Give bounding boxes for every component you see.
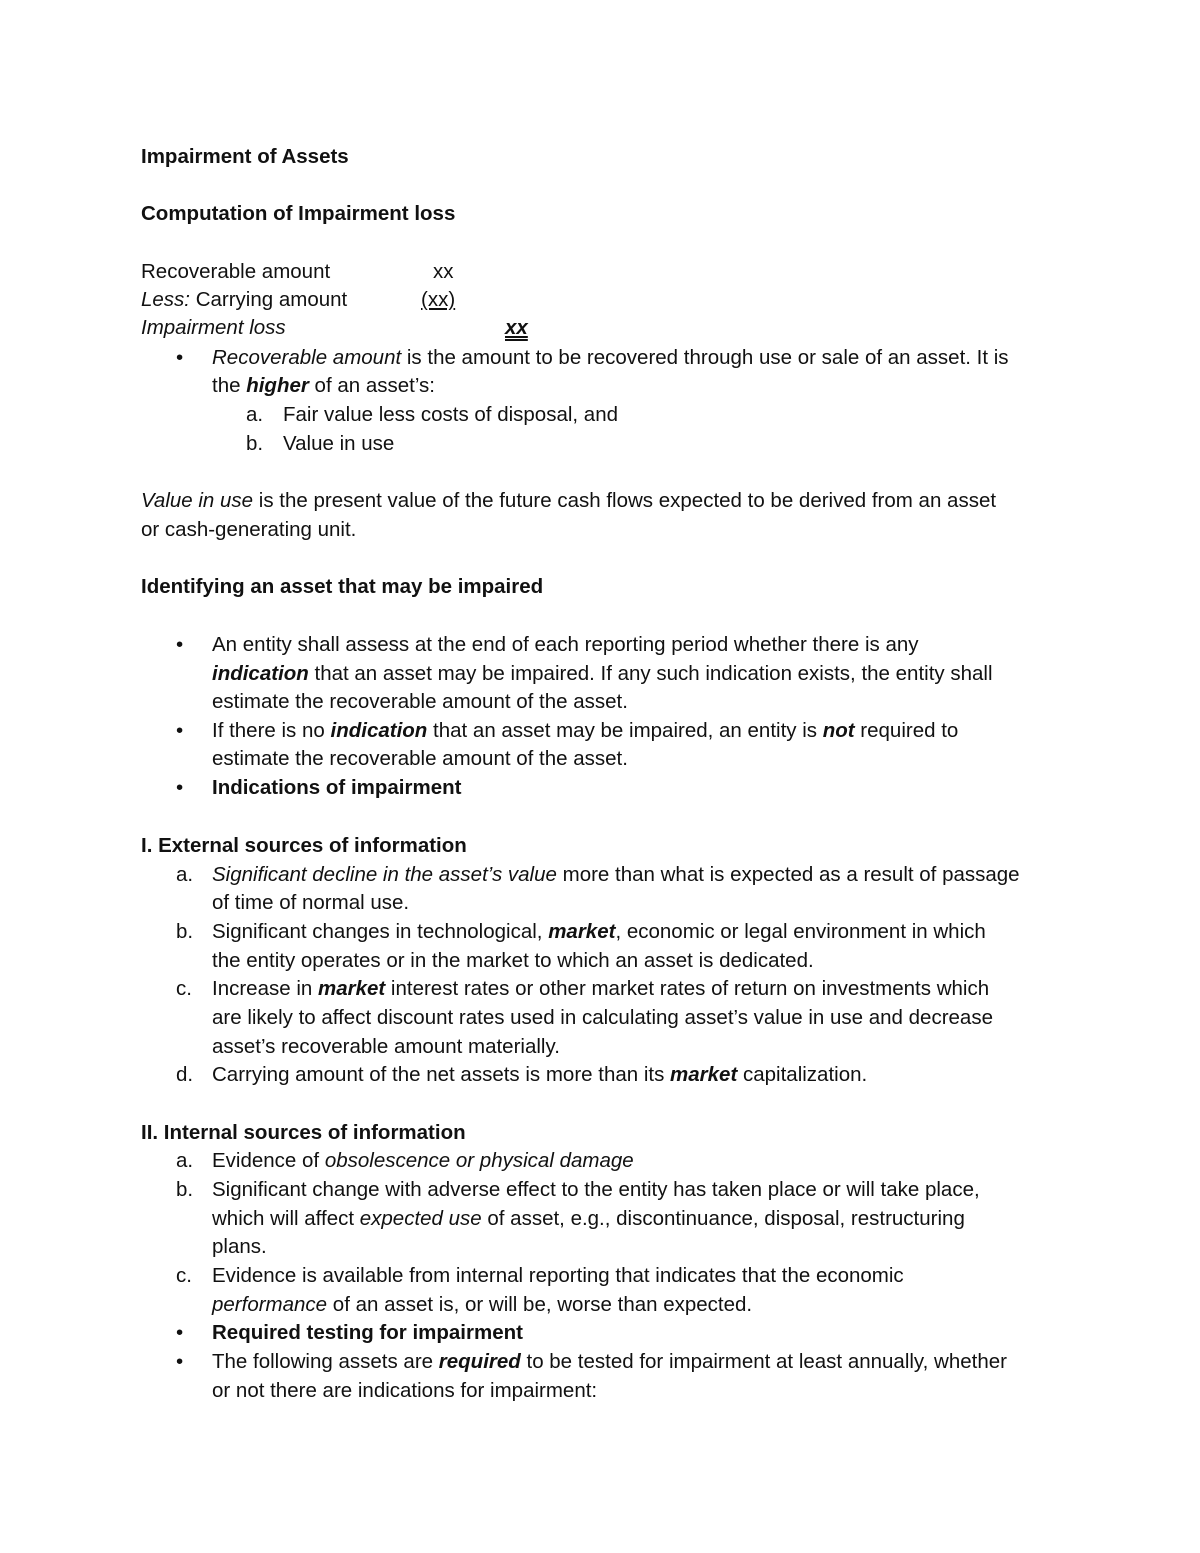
external-item-a-line-2: of time of normal use. [212, 891, 410, 914]
identifying-bullet-2-line-1: If there is no indication that an asset may be impaired, an entity is not required to [212, 719, 959, 742]
required-testing-line-2: or not there are indications for impairment: [212, 1379, 598, 1402]
indication-emphasis: indication [330, 719, 428, 742]
bullet-marker: • [176, 346, 184, 369]
external-item-b-line-2: the entity operates or in the market to which an asset is dedicated. [212, 949, 814, 972]
row-label: Impairment loss [141, 316, 286, 339]
computation-heading: Computation of Impairment loss [141, 202, 456, 225]
list-marker: d. [176, 1063, 194, 1086]
option-marker-a: a. [246, 403, 264, 426]
market-emphasis: market [670, 1063, 738, 1086]
list-marker: b. [176, 920, 194, 943]
identifying-bullet-1-line-2: indication that an asset may be impaired. If any such indication exists, the entity shall [212, 662, 993, 685]
internal-item-b-line-3: plans. [212, 1235, 267, 1258]
list-marker: a. [176, 1149, 194, 1172]
higher-emphasis: higher [246, 374, 309, 397]
list-marker: c. [176, 977, 192, 1000]
row-amount-impairment: xx [505, 316, 528, 339]
value-in-use-term: Value in use [141, 489, 254, 512]
bullet-marker: • [176, 633, 184, 656]
external-item-a-line-1: Significant decline in the asset’s value more than what is expected as a result of passage [212, 863, 1020, 886]
external-item-d-line-1: Carrying amount of the net assets is more than its market capitalization. [212, 1063, 868, 1086]
internal-item-c-line-1: Evidence is available from internal reporting that indicates that the economic [212, 1264, 904, 1287]
external-item-c-line-2: are likely to affect discount rates used in calculating asset’s value in use and decrease [212, 1006, 993, 1029]
internal-item-a-line-1: Evidence of obsolescence or physical damage [212, 1149, 634, 1172]
row-amount-recoverable: xx [433, 260, 454, 283]
row-label: Carrying amount [190, 288, 348, 311]
indication-emphasis: indication [212, 662, 309, 685]
required-emphasis: required [438, 1350, 521, 1373]
computation-row-impairment [141, 314, 286, 343]
market-emphasis: market [317, 977, 386, 1000]
recoverable-term: Recoverable amount [212, 346, 402, 369]
row-amount-carrying: (xx) [421, 288, 456, 311]
bullet-marker: • [176, 1350, 184, 1373]
value-in-use-line-1: Value in use is the present value of the future cash flows expected to be derived from an asset [141, 489, 997, 512]
list-marker: c. [176, 1264, 192, 1287]
external-item-c-line-3: asset’s recoverable amount materially. [212, 1035, 560, 1058]
computation-row-carrying [141, 286, 347, 315]
computation-row-recoverable [141, 258, 330, 287]
bullet-marker: • [176, 719, 184, 742]
bullet-marker: • [176, 776, 184, 799]
identifying-bullet-1-line-1: An entity shall assess at the end of each reporting period whether there is any [212, 633, 919, 656]
internal-item-b-line-2: which will affect expected use of asset, e.g., discontinuance, disposal, restructuring [212, 1207, 965, 1230]
row-label: Recoverable amount [141, 260, 331, 283]
required-testing-line-1: The following assets are required to be tested for impairment at least annually, whether [212, 1350, 1007, 1373]
less-prefix: Less: [141, 288, 190, 311]
internal-item-c-line-2: performance of an asset is, or will be, worse than expected. [212, 1293, 753, 1316]
not-emphasis: not [822, 719, 855, 742]
list-marker: b. [176, 1178, 194, 1201]
indications-heading: Indications of impairment [212, 776, 462, 799]
identifying-heading: Identifying an asset that may be impaired [141, 575, 544, 598]
option-value-in-use: Value in use [283, 432, 395, 455]
internal-heading: II. Internal sources of information [141, 1121, 466, 1144]
identifying-bullet-1-line-3: estimate the recoverable amount of the asset. [212, 690, 628, 713]
internal-item-b-line-1: Significant change with adverse effect to the entity has taken place or will take place, [212, 1178, 980, 1201]
option-fair-value: Fair value less costs of disposal, and [283, 403, 618, 426]
option-marker-b: b. [246, 432, 264, 455]
external-item-b-line-1: Significant changes in technological, market, economic or legal environment in which [212, 920, 986, 943]
external-heading: I. External sources of information [141, 834, 467, 857]
recoverable-definition-line-2: the higher of an asset’s: [212, 374, 435, 397]
list-marker: a. [176, 863, 194, 886]
external-item-c-line-1: Increase in market interest rates or other market rates of return on investments which [212, 977, 990, 1000]
value-in-use-line-2: or cash-generating unit. [141, 518, 357, 541]
market-emphasis: market [548, 920, 616, 943]
required-testing-heading: Required testing for impairment [212, 1321, 523, 1344]
recoverable-definition-line-1: Recoverable amount is the amount to be recovered through use or sale of an asset. It is [212, 346, 1009, 369]
identifying-bullet-2-line-2: estimate the recoverable amount of the asset. [212, 747, 628, 770]
bullet-marker: • [176, 1321, 184, 1344]
document-title: Impairment of Assets [141, 145, 349, 168]
